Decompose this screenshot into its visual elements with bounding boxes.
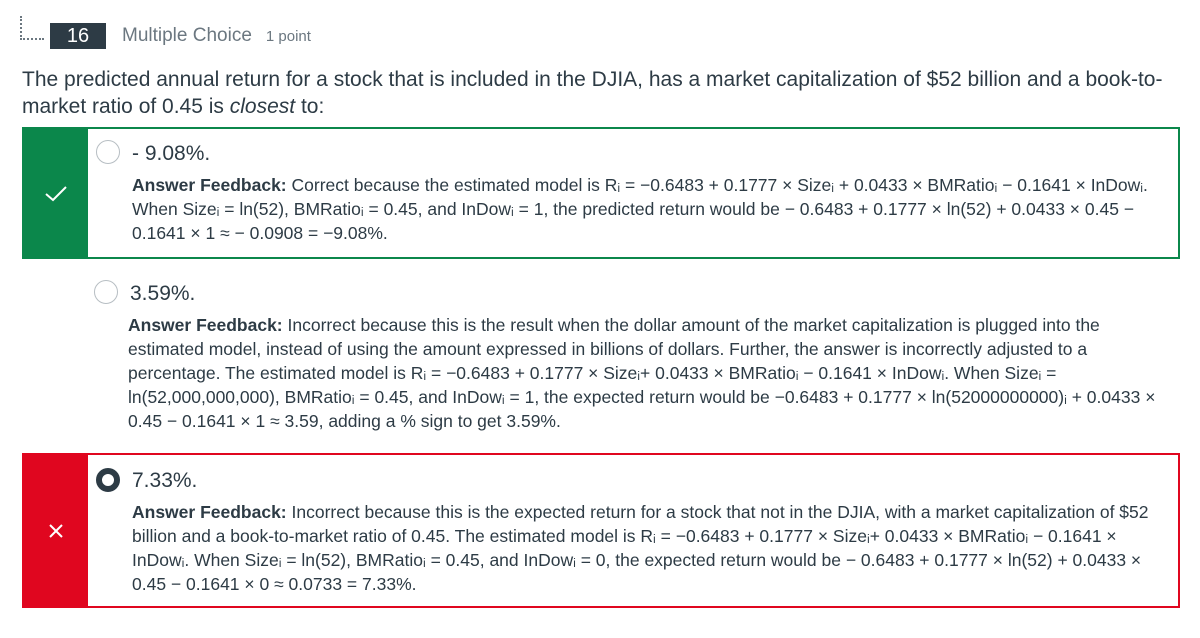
answer-feedback [128, 313, 1173, 433]
feedback-label: Answer Feedback: [132, 175, 287, 195]
question-text-part: The predicted annual return for a stock that is included in the DJIA, has a market capitalization of $52 billion and a book-to-market ratio of 0.45 is [22, 68, 1163, 118]
incorrect-marker [24, 455, 88, 606]
feedback-text: Incorrect because this is the expected return for a stock that not in the DJIA, with a market capitalization of $52 billion and a book-to-market ratio of 0.45. The estimated model is Rᵢ = −0.6483 + 0.1777 × Sizeᵢ+ 0.0433 × BMRatioᵢ − 0.1641 × InDowᵢ. When Sizeᵢ = ln(52), BMRatioᵢ = 0.45, and InDowᵢ = 0, the expected return would be − 0.6483 + 0.1777 × ln(52) + 0.0433 × 0.45 − 0.1641 × 0 ≈ 0.0733 = 7.33%. [132, 502, 1149, 594]
question-header [50, 23, 311, 49]
feedback-label: Answer Feedback: [132, 502, 287, 522]
answer-label: - 9.08%. [132, 142, 211, 165]
correct-marker [24, 129, 88, 257]
answer-radio-selected[interactable] [96, 468, 120, 492]
check-icon [41, 178, 71, 208]
question-number-badge: 16 [50, 23, 106, 49]
answer-option [22, 270, 1180, 445]
question-text [22, 66, 1172, 120]
question-text-part: to: [295, 95, 325, 118]
feedback-label: Answer Feedback: [128, 315, 283, 335]
feedback-text: Incorrect because this is the result when the dollar amount of the market capitalization is plugged into the estimated model, instead of using the amount expressed in billions of dollars. Further, the answer is incorrectly adjusted to a percentage. The estimated model is Rᵢ = −0.6483 + 0.1777 × Sizeᵢ+ 0.0433 × BMRatioᵢ − 0.1641 × InDowᵢ. When Sizeᵢ = ln(52,000,000,000), BMRatioᵢ = 0.45, and InDowᵢ = 1, the expected return would be −0.6483 + 0.1777 × ln(52000000000)ᵢ + 0.0433 × 0.45 − 0.1641 × 1 ≈ 3.59, adding a % sign to get 3.59%. [128, 315, 1156, 431]
answer-feedback [132, 500, 1167, 596]
answer-option-correct [22, 127, 1180, 259]
question-points: 1 point [265, 27, 311, 45]
answer-option-incorrect [22, 453, 1180, 608]
answer-radio[interactable] [94, 280, 118, 304]
answer-feedback [132, 173, 1162, 245]
feedback-text: Correct because the estimated model is Rᵢ = −0.6483 + 0.1777 × Sizeᵢ + 0.0433 × BMRatioᵢ − 0.1641 × InDowᵢ. When Sizeᵢ = ln(52), BMRatioᵢ = 0.45, and InDowᵢ = 1, the predicted return would be − 0.6483 + 0.1777 × ln(52) + 0.0433 × 0.45 − 0.1641 × 1 ≈ − 0.0908 = −9.08%. [132, 175, 1148, 243]
question-corner-marker [20, 16, 44, 40]
answer-label: 3.59%. [130, 282, 196, 305]
question-text-emphasis: closest [229, 95, 296, 118]
answer-radio[interactable] [96, 140, 120, 164]
question-type: Multiple Choice [122, 25, 252, 46]
answer-label: 7.33%. [132, 469, 198, 492]
x-icon [44, 519, 68, 543]
